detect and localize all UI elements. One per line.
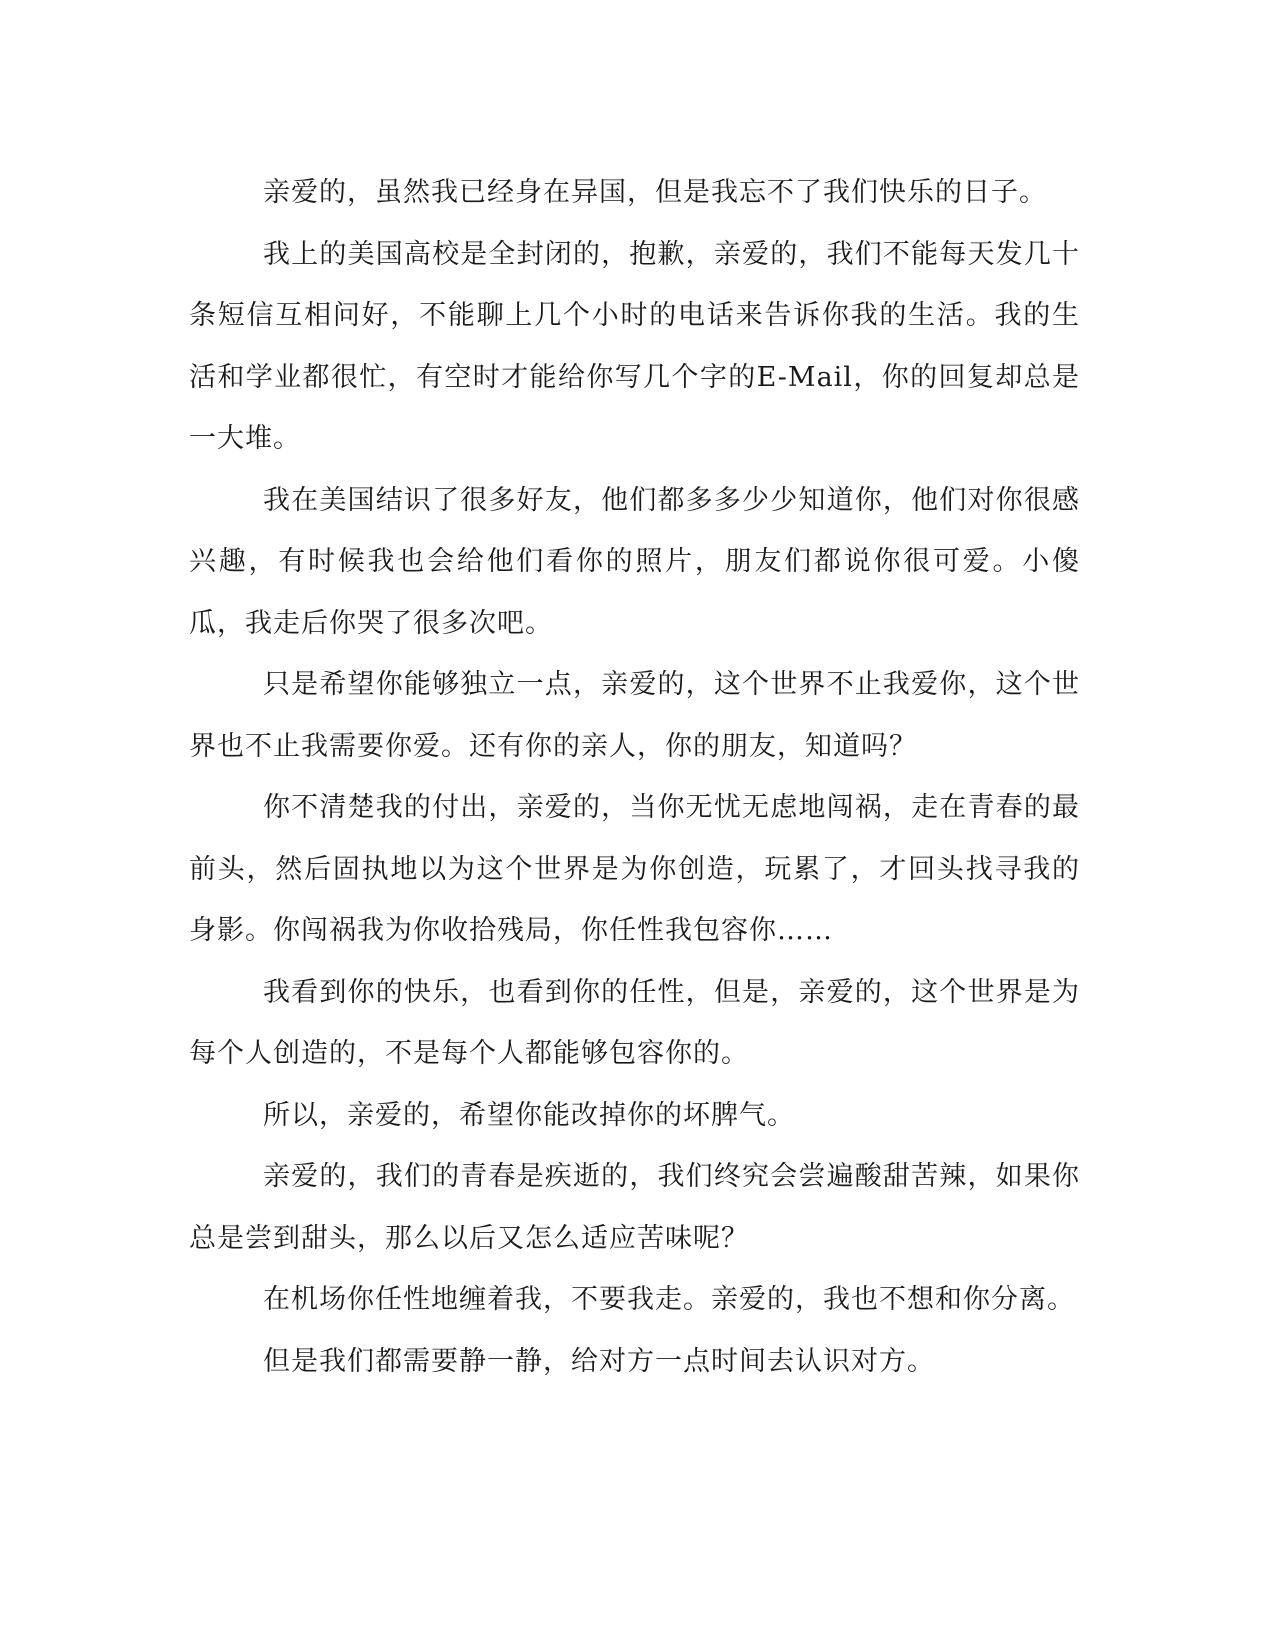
paragraph-5: 你不清楚我的付出，亲爱的，当你无忧无虑地闯祸，走在青春的最前头，然后固执地以为这个世界是为你创造，玩累了，才回头找寻我的身影。你闯祸我为你收拾残局，你任性我包容你…… — [189, 792, 1080, 946]
paragraph-2: 我上的美国高校是全封闭的，抱歉，亲爱的，我们不能每天发几十条短信互相问好，不能聊上几个小时的电话来告诉你我的生活。我的生活和学业都很忙，有空时才能给你写几个字的E-Mail，你的回复却总是一大堆。 — [189, 238, 1080, 454]
paragraph-9: 在机场你任性地缠着我，不要我走。亲爱的，我也不想和你分离。 — [263, 1284, 1075, 1315]
paragraph-1: 亲爱的，虽然我已经身在异国，但是我忘不了我们快乐的日子。 — [263, 177, 1047, 208]
letter-body — [189, 162, 1080, 1392]
paragraph-10: 但是我们都需要静一静，给对方一点时间去认识对方。 — [263, 1345, 935, 1377]
paragraph-4: 只是希望你能够独立一点，亲爱的，这个世界不止我爱你，这个世界也不止我需要你爱。还有你的亲人，你的朋友，知道吗？ — [189, 669, 1080, 762]
paragraph-7: 所以，亲爱的，希望你能改掉你的坏脾气。 — [263, 1099, 795, 1131]
paragraph-8: 亲爱的，我们的青春是疾逝的，我们终究会尝遍酸甜苦辣，如果你总是尝到甜头，那么以后又怎么适应苦味呢？ — [189, 1161, 1080, 1254]
paragraph-3: 我在美国结识了很多好友，他们都多多少少知道你，他们对你很感兴趣，有时候我也会给他们看你的照片，朋友们都说你很可爱。小傻瓜，我走后你哭了很多次吧。 — [189, 484, 1080, 639]
paragraph-6: 我看到你的快乐，也看到你的任性，但是，亲爱的，这个世界是为每个人创造的，不是每个人都能够包容你的。 — [189, 976, 1080, 1069]
